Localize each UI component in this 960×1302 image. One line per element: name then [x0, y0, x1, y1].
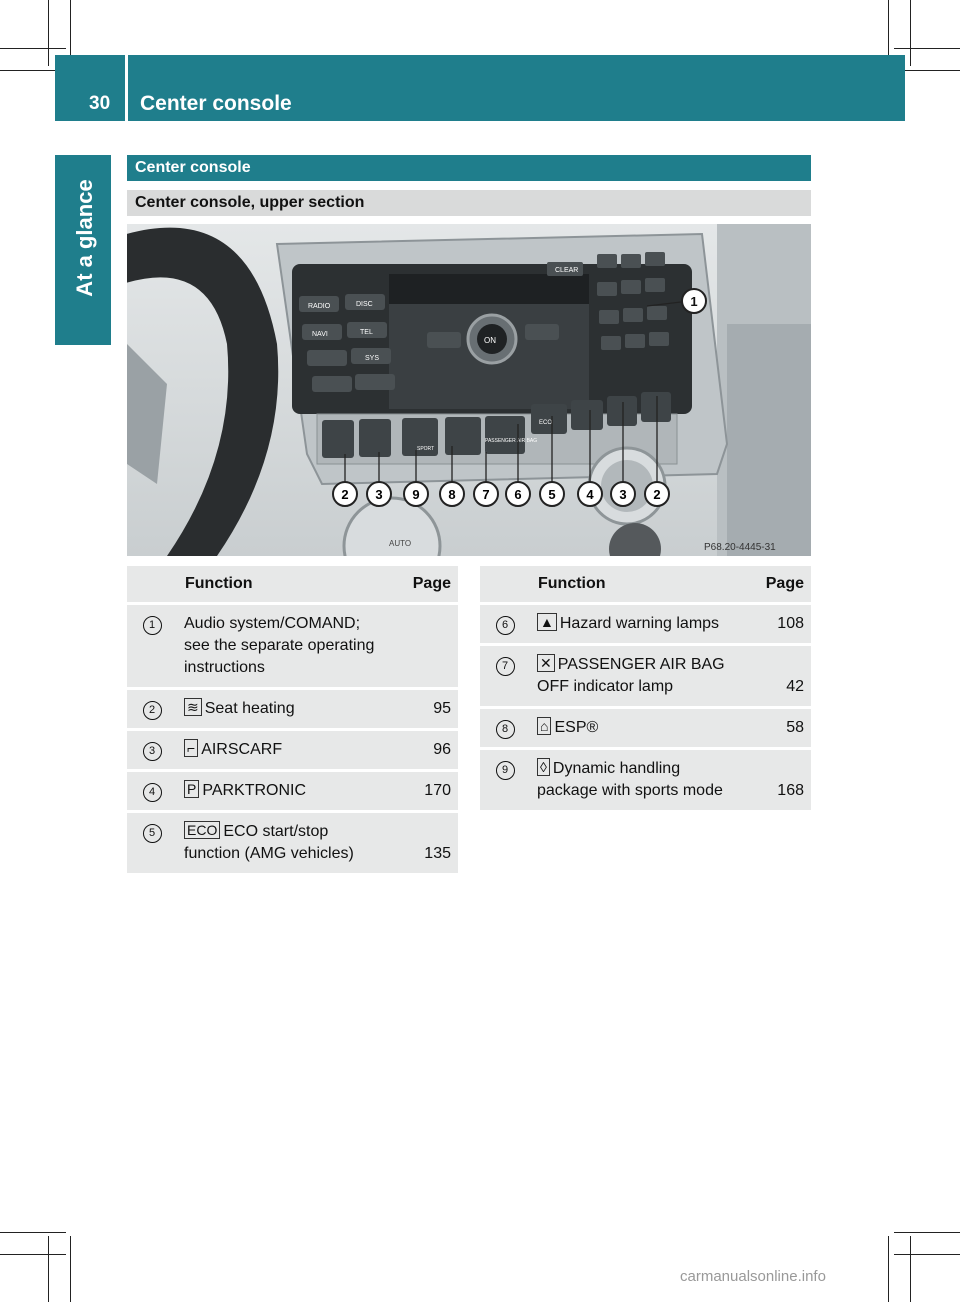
callout-number: 7: [496, 657, 515, 676]
function-table-left: [127, 563, 458, 876]
row-function: [530, 709, 747, 747]
callout-number: 2: [143, 701, 162, 720]
row-function: [530, 750, 747, 810]
crop-mark: [0, 48, 66, 49]
watermark: carmanualsonline.info: [680, 1268, 826, 1285]
function-text: PARKTRONIC: [202, 782, 307, 799]
row-page: 42: [747, 646, 811, 706]
function-text: Seat heating: [204, 700, 295, 717]
table-row: [127, 731, 458, 769]
callout-label: 6: [514, 487, 522, 502]
callout-7: [474, 482, 498, 506]
callout-number: 6: [496, 616, 515, 635]
page-header: [55, 55, 905, 121]
callout-2: [333, 482, 357, 506]
table-row: [480, 709, 811, 747]
row-function: [177, 772, 394, 810]
callout-label: 2: [341, 487, 349, 502]
callout-5: [540, 482, 564, 506]
table-row: [480, 646, 811, 706]
crop-mark: [48, 0, 49, 66]
callout-number: 3: [143, 742, 162, 761]
callout-label: 5: [548, 487, 556, 502]
function-text: ESP®: [554, 719, 599, 736]
row-function: [530, 646, 747, 706]
btn-tel: TEL: [360, 329, 373, 336]
col-page-header: Page: [747, 566, 811, 602]
table-row: [127, 605, 458, 687]
table-row: [480, 750, 811, 810]
row-number: [127, 772, 177, 810]
crop-mark: [0, 1232, 66, 1233]
table-row: [127, 690, 458, 728]
callout-label: 4: [586, 487, 594, 502]
row-number: [127, 690, 177, 728]
callout-label: 3: [375, 487, 383, 502]
callout-label: 7: [482, 487, 490, 502]
crop-mark: [894, 1254, 960, 1255]
hazard-icon: ▲: [537, 613, 557, 631]
center-console-figure: [127, 224, 811, 556]
table-row: [127, 772, 458, 810]
section-title: Center console: [127, 155, 811, 181]
btn-passenger-air-bag: PASSENGER AIR BAG: [485, 438, 538, 444]
crop-mark: [910, 1236, 911, 1302]
row-page: 170: [394, 772, 458, 810]
crop-mark: [894, 1232, 960, 1233]
col-num-header: [480, 566, 530, 602]
function-text: Dynamic handling package with sports mode: [537, 760, 723, 799]
row-number: [480, 605, 530, 643]
function-text: Audio system/COMAND; see the separate operating instructions: [184, 615, 375, 676]
row-page: 95: [394, 690, 458, 728]
esp-off-icon: ⌂: [537, 717, 551, 735]
btn-sys: SYS: [365, 355, 380, 362]
callout-8: [440, 482, 464, 506]
btn-radio: RADIO: [308, 303, 331, 310]
callout-4: [578, 482, 602, 506]
col-num-header: [127, 566, 177, 602]
row-page: 135: [394, 813, 458, 873]
crop-mark: [910, 0, 911, 66]
row-number: [127, 813, 177, 873]
callout-number: 1: [143, 616, 162, 635]
crop-mark: [888, 1236, 889, 1302]
header-divider: [125, 55, 128, 121]
row-function: [530, 605, 747, 643]
callout-number: 5: [143, 824, 162, 843]
callout-number: 8: [496, 720, 515, 739]
table-row: [127, 813, 458, 873]
row-function: [177, 731, 394, 769]
header-title: Center console: [140, 92, 292, 115]
callout-label: 3: [619, 487, 627, 502]
row-page: 168: [747, 750, 811, 810]
parktronic-icon: P: [184, 780, 199, 798]
side-tab: [55, 155, 111, 345]
btn-on: ON: [484, 336, 496, 345]
table-row: [480, 605, 811, 643]
row-function: [177, 813, 394, 873]
row-number: [480, 709, 530, 747]
callout-label: 9: [412, 487, 420, 502]
airscarf-icon: ⌐: [184, 739, 198, 757]
function-text: PASSENGER AIR BAG OFF indicator lamp: [537, 656, 725, 695]
row-page: 108: [747, 605, 811, 643]
btn-sport: SPORT: [417, 446, 435, 452]
btn-clear: CLEAR: [555, 267, 579, 274]
function-text: ECO start/stop function (AMG vehicles): [184, 823, 354, 862]
callout-3: [367, 482, 391, 506]
callout-label: 8: [448, 487, 456, 502]
btn-eco: ECO: [539, 420, 553, 426]
row-number: [480, 750, 530, 810]
callout-3: [611, 482, 635, 506]
callout-9: [404, 482, 428, 506]
callout-1-label: 1: [690, 294, 698, 309]
row-number: [127, 605, 177, 687]
callout-1: [682, 289, 706, 313]
figure-code: P68.20-4445-31: [704, 542, 776, 553]
eco-icon: ECO: [184, 821, 220, 839]
callout-6: [506, 482, 530, 506]
row-number: [127, 731, 177, 769]
row-function: [177, 690, 394, 728]
side-tab-label: At a glance: [72, 179, 97, 297]
row-page: 96: [394, 731, 458, 769]
function-table-right: [480, 563, 811, 813]
seat-heating-icon: ≋: [184, 698, 202, 716]
callout-number: 4: [143, 783, 162, 802]
function-text: AIRSCARF: [201, 741, 283, 758]
btn-navi: NAVI: [312, 331, 328, 338]
crop-mark: [0, 1254, 66, 1255]
row-page: [394, 605, 458, 687]
callout-2: [645, 482, 669, 506]
page-number: 30: [89, 93, 111, 114]
function-text: Hazard warning lamps: [559, 615, 720, 632]
crop-mark: [48, 1236, 49, 1302]
row-function: [177, 605, 394, 687]
section-subtitle: Center console, upper section: [127, 190, 811, 216]
row-number: [480, 646, 530, 706]
sport-mode-icon: ◊: [537, 758, 550, 776]
col-function-header: Function: [177, 566, 394, 602]
crop-mark: [894, 48, 960, 49]
callout-label: 2: [653, 487, 661, 502]
btn-disc: DISC: [356, 301, 373, 308]
callout-number: 9: [496, 761, 515, 780]
console-illustration: [127, 224, 811, 556]
airbag-off-icon: ✕: [537, 654, 555, 672]
col-function-header: Function: [530, 566, 747, 602]
dial-auto: AUTO: [389, 539, 412, 548]
col-page-header: Page: [394, 566, 458, 602]
row-page: 58: [747, 709, 811, 747]
crop-mark: [70, 1236, 71, 1302]
